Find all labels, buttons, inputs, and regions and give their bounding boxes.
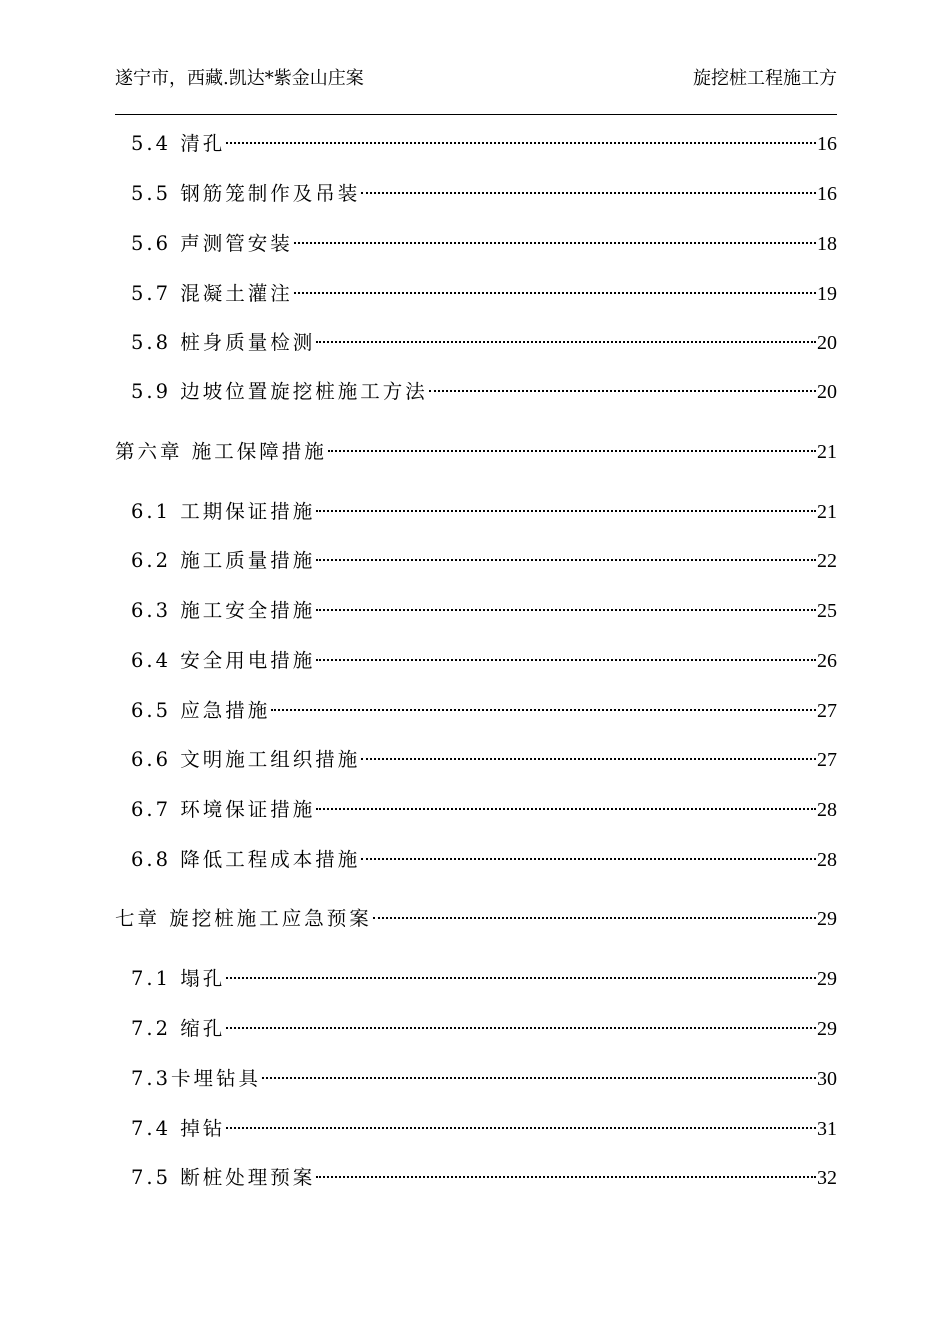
toc-entry-label: 6.5 应急措施 [131, 699, 271, 722]
toc-page-number: 21 [817, 441, 837, 463]
toc-page-number: 18 [817, 233, 837, 255]
toc-entry-label: 6.7 环境保证措施 [131, 798, 316, 821]
toc-entry[interactable] [115, 497, 837, 527]
toc-dot-leader [316, 1176, 816, 1178]
toc-dot-leader [294, 242, 816, 244]
toc-entry-label: 5.9 边坡位置旋挖桩施工方法 [131, 380, 428, 403]
toc-page-number: 19 [817, 283, 837, 305]
toc-entry[interactable] [115, 129, 837, 159]
toc-page-number: 32 [817, 1167, 837, 1189]
toc-page-number: 31 [817, 1118, 837, 1140]
toc-page-number: 26 [817, 650, 837, 672]
toc-entry-label: 5.6 声测管安装 [131, 232, 293, 255]
toc-entry[interactable] [115, 596, 837, 626]
toc-entry[interactable] [115, 745, 837, 775]
toc-dot-leader [328, 450, 816, 452]
toc-page-number: 27 [817, 700, 837, 722]
toc-entry[interactable] [115, 696, 837, 726]
toc-entry-label: 6.2 施工质量措施 [131, 549, 316, 572]
toc-dot-leader [316, 510, 816, 512]
toc-entry[interactable] [115, 279, 837, 309]
toc-entry[interactable] [115, 377, 837, 407]
toc-dot-leader [262, 1077, 816, 1079]
toc-entry[interactable] [115, 646, 837, 676]
toc-page-number: 30 [817, 1068, 837, 1090]
toc-entry-label: 七章 旋挖桩施工应急预案 [115, 907, 372, 930]
toc-page-number: 20 [817, 332, 837, 354]
toc-entry[interactable] [115, 795, 837, 825]
toc-page-number: 16 [817, 133, 837, 155]
toc-entry[interactable] [115, 1014, 837, 1044]
toc-page-number: 28 [817, 849, 837, 871]
toc-entry-label: 7.2 缩孔 [131, 1017, 226, 1040]
toc-chapter-entry[interactable] [115, 904, 837, 934]
toc-entry-label: 第六章 施工保障措施 [115, 440, 327, 463]
toc-dot-leader [294, 292, 816, 294]
toc-dot-leader [316, 808, 816, 810]
toc-entry-label: 5.7 混凝土灌注 [131, 282, 293, 305]
toc-dot-leader [361, 858, 816, 860]
toc-page-number: 28 [817, 799, 837, 821]
toc-entry[interactable] [115, 546, 837, 576]
toc-page-number: 21 [817, 501, 837, 523]
toc-entry-label: 7.3卡埋钻具 [131, 1067, 262, 1090]
toc-dot-leader [361, 192, 816, 194]
toc-entry-label: 6.4 安全用电措施 [131, 649, 316, 672]
toc-entry[interactable] [115, 1163, 837, 1193]
toc-page-number: 29 [817, 908, 837, 930]
toc-entry-label: 6.1 工期保证措施 [131, 500, 316, 523]
header-document-title: 旋挖桩工程施工方 [693, 68, 837, 89]
toc-entry[interactable] [115, 179, 837, 209]
toc-entry[interactable] [115, 964, 837, 994]
toc-page-number: 22 [817, 550, 837, 572]
toc-page-number: 20 [817, 381, 837, 403]
toc-dot-leader [316, 341, 816, 343]
toc-page-number: 25 [817, 600, 837, 622]
toc-dot-leader [316, 559, 816, 561]
toc-entry[interactable] [115, 328, 837, 358]
toc-entry-label: 7.1 塌孔 [131, 967, 226, 990]
toc-dot-leader [373, 917, 816, 919]
toc-entry[interactable] [115, 229, 837, 259]
toc-dot-leader [429, 390, 816, 392]
toc-page-number: 29 [817, 968, 837, 990]
toc-dot-leader [271, 709, 816, 711]
toc-entry-label: 7.4 掉钻 [131, 1117, 226, 1140]
toc-entry-label: 5.5 钢筋笼制作及吊装 [131, 182, 361, 205]
toc-dot-leader [316, 609, 816, 611]
toc-entry-label: 5.8 桩身质量检测 [131, 331, 316, 354]
toc-dot-leader [316, 659, 816, 661]
toc-dot-leader [226, 1127, 816, 1129]
toc-entry-label: 6.3 施工安全措施 [131, 599, 316, 622]
toc-entry-label: 6.8 降低工程成本措施 [131, 848, 361, 871]
toc-entry[interactable] [115, 845, 837, 875]
toc-page-number: 27 [817, 749, 837, 771]
toc-page-number: 16 [817, 183, 837, 205]
toc-page-number: 29 [817, 1018, 837, 1040]
header-project-name: 遂宁市，西藏.凯达*紫金山庄案 [115, 68, 364, 89]
toc-entry[interactable] [115, 1114, 837, 1144]
toc-chapter-entry[interactable] [115, 437, 837, 467]
toc-entry-label: 7.5 断桩处理预案 [131, 1166, 316, 1189]
toc-entry[interactable] [115, 1064, 837, 1094]
toc-dot-leader [226, 977, 816, 979]
toc-entry-label: 5.4 清孔 [131, 132, 226, 155]
toc-entry-label: 6.6 文明施工组织措施 [131, 748, 361, 771]
toc-dot-leader [226, 1027, 816, 1029]
toc-dot-leader [226, 142, 816, 144]
toc-dot-leader [361, 758, 816, 760]
